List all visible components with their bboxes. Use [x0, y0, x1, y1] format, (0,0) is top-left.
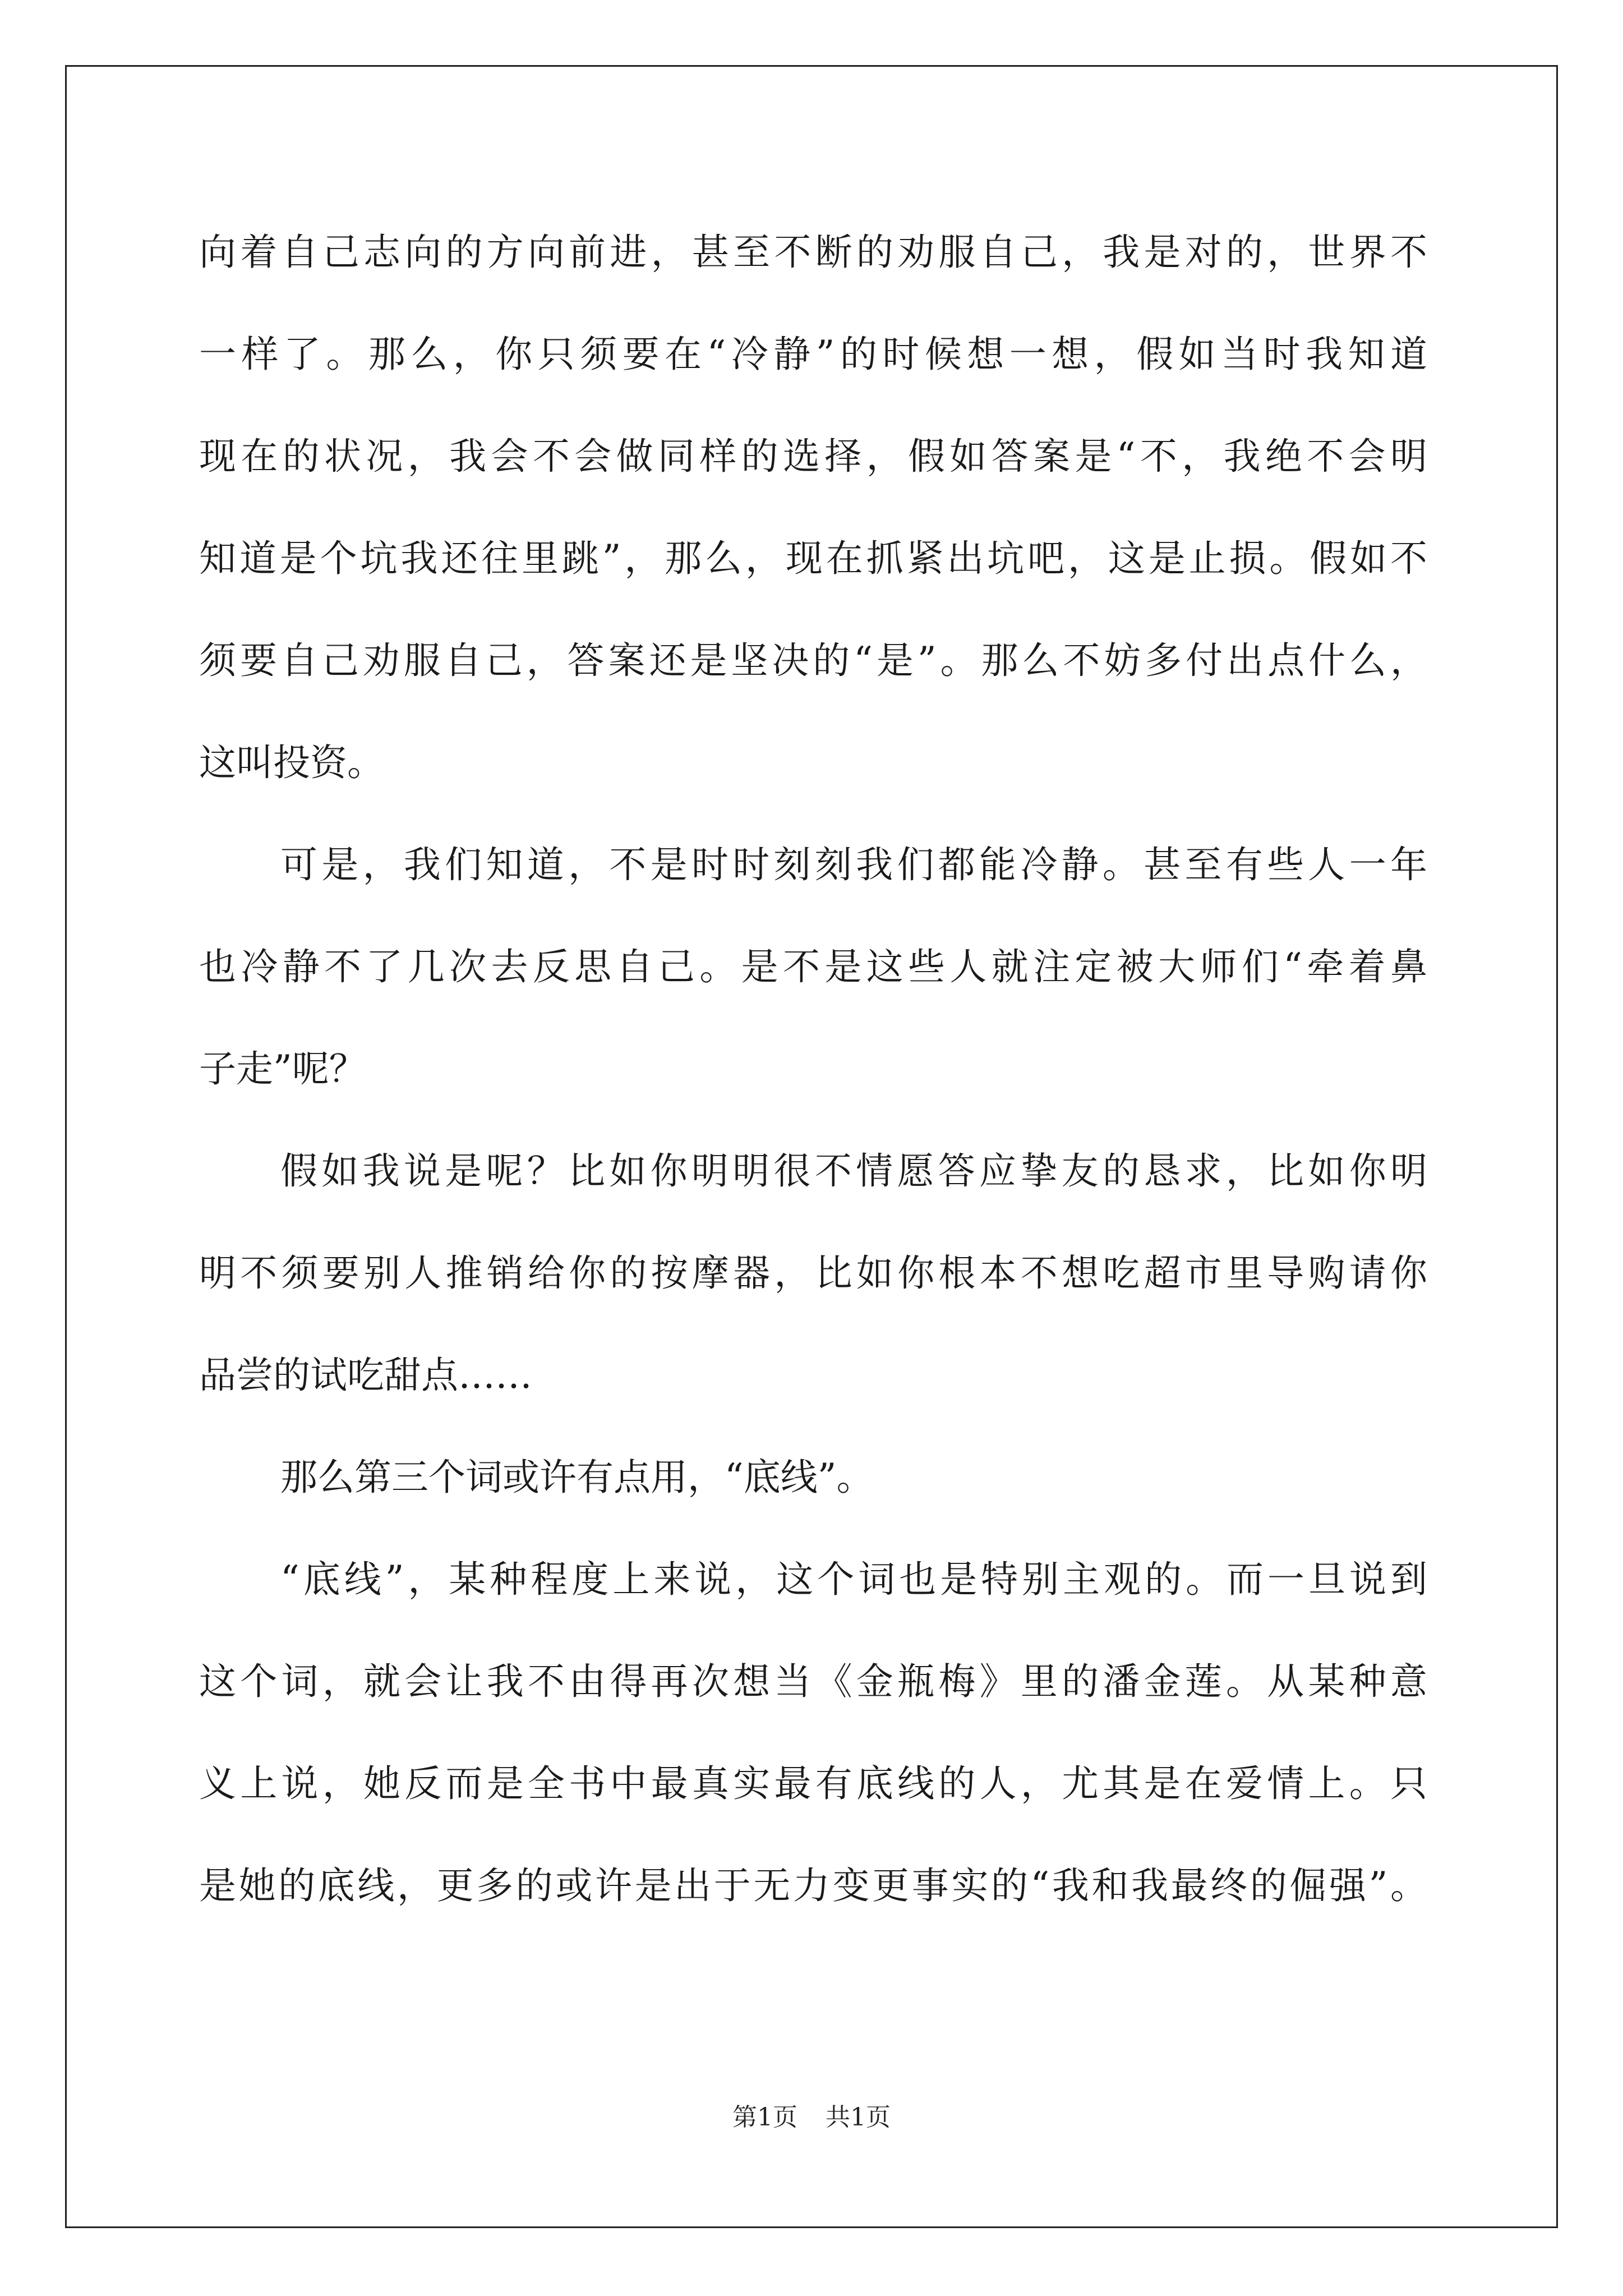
text-line: “底线”，某种程度上来说，这个词也是特别主观的。而一旦说到 — [280, 1558, 1427, 1601]
text-line: 可是，我们知道，不是时时刻刻我们都能冷静。甚至有些人一年 — [280, 843, 1427, 886]
text-line: 这叫投资。 — [199, 741, 384, 784]
text-line: 现在的状况，我会不会做同样的选择，假如答案是“不，我绝不会明 — [199, 435, 1427, 478]
text-line: 假如我说是呢？比如你明明很不情愿答应挚友的恳求，比如你明 — [280, 1149, 1427, 1193]
text-line: 也冷静不了几次去反思自己。是不是这些人就注定被大师们“牵着鼻 — [199, 945, 1427, 988]
page-total: 共1页 — [826, 2103, 891, 2132]
text-line: 子走”呢？ — [199, 1047, 366, 1091]
text-line: 那么第三个词或许有点用，“底线”。 — [280, 1456, 874, 1499]
text-line: 一样了。那么，你只须要在“冷静”的时候想一想，假如当时我知道 — [199, 333, 1427, 376]
text-line: 是她的底线，更多的或许是出于无力变更事实的“我和我最终的倔强”。 — [199, 1864, 1427, 1907]
text-line: 知道是个坑我还往里跳”，那么，现在抓紧出坑吧，这是止损。假如不 — [199, 537, 1427, 580]
text-line: 向着自己志向的方向前进，甚至不断的劝服自己，我是对的，世界不 — [199, 231, 1427, 274]
text-line: 明不须要别人推销给你的按摩器，比如你根本不想吃超市里导购请你 — [199, 1251, 1427, 1295]
text-line: 义上说，她反而是全书中最真实最有底线的人，尤其是在爱情上。只 — [199, 1762, 1427, 1805]
page-footer — [0, 2101, 1623, 2134]
page-number: 第1页 — [732, 2103, 797, 2132]
text-line: 这个词，就会让我不由得再次想当《金瓶梅》里的潘金莲。从某种意 — [199, 1660, 1427, 1703]
text-line: 品尝的试吃甜点…… — [199, 1354, 532, 1397]
text-line: 须要自己劝服自己，答案还是坚决的“是”。那么不妨多付出点什么， — [199, 639, 1427, 682]
